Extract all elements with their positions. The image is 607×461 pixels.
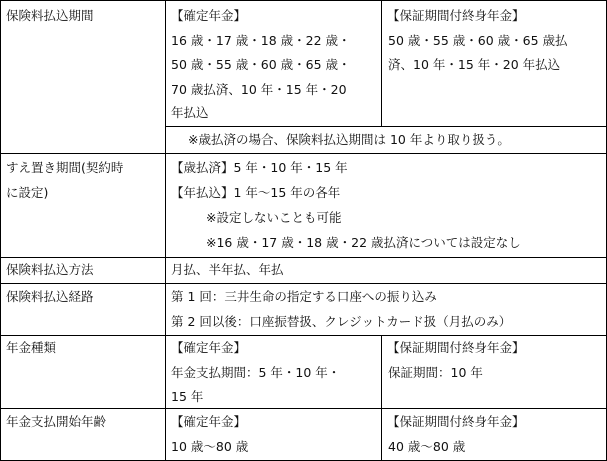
row-label-payment-route: 保険料払込経路 [6, 289, 94, 304]
payment-route-line: 第 1 回：三井生命の指定する口座への振り込み [171, 289, 437, 304]
payment-method-value: 月払、半年払、年払 [171, 262, 284, 277]
row-border [0, 153, 607, 154]
fixed-annuity-line: 年金支払期間：5 年・10 年・ [171, 365, 341, 380]
fixed-annuity-line: 年払込 [171, 105, 209, 120]
payment-route-line: 第 2 回以後：口座振替扱、クレジットカード扱（月払のみ） [171, 314, 512, 329]
row-border [0, 408, 607, 409]
row-border [165, 126, 607, 127]
row-label-annuity-type: 年金種類 [6, 340, 57, 355]
fixed-annuity-line: 16 歳・17 歳・18 歳・22 歳・ [171, 33, 351, 48]
deferral-line: 【歳払済】5 年・10 年・15 年 [171, 160, 348, 175]
fixed-annuity-age-range: 10 歳～80 歳 [171, 439, 249, 454]
guaranteed-annuity-line: 50 歳・55 歳・60 歳・65 歳払 [388, 33, 568, 48]
fixed-annuity-heading: 【確定年金】 [171, 340, 247, 355]
row-border [0, 283, 607, 284]
row-label-premium-period: 保険料払込期間 [6, 8, 94, 23]
fixed-annuity-heading: 【確定年金】 [171, 8, 247, 23]
row-border [0, 257, 607, 258]
column-border [165, 0, 166, 461]
fixed-annuity-line: 50 歳・55 歳・60 歳・65 歳・ [171, 57, 351, 72]
row-label-deferral: すえ置き期間(契約時 [6, 160, 124, 175]
deferral-line: 【年払込】1 年～15 年の各年 [171, 185, 341, 200]
row-label-payment-method: 保険料払込方法 [6, 262, 94, 277]
premium-period-note: ※歳払済の場合、保険料払込期間は 10 年より取り扱う。 [188, 132, 510, 147]
column-border [381, 0, 382, 127]
fixed-annuity-line: 70 歳払済、10 年・15 年・20 [171, 82, 347, 97]
deferral-note: ※設定しないことも可能 [206, 210, 342, 225]
row-border [0, 0, 607, 1]
guaranteed-annuity-line: 済、10 年・15 年・20 年払込 [388, 57, 561, 72]
row-border [0, 335, 607, 336]
column-border [381, 335, 382, 461]
guaranteed-annuity-heading: 【保証期間付終身年金】 [387, 414, 525, 429]
guaranteed-annuity-line: 保証期間：10 年 [388, 365, 483, 380]
guaranteed-annuity-heading: 【保証期間付終身年金】 [387, 340, 525, 355]
deferral-note: ※16 歳・17 歳・18 歳・22 歳払済については設定なし [206, 235, 521, 250]
guaranteed-annuity-heading: 【保証期間付終身年金】 [387, 8, 525, 23]
column-border [0, 0, 1, 461]
guaranteed-annuity-age-range: 40 歳～80 歳 [388, 439, 466, 454]
row-label-deferral: に設定) [6, 185, 49, 200]
row-label-start-age: 年金支払開始年齢 [6, 414, 107, 429]
fixed-annuity-heading: 【確定年金】 [171, 414, 247, 429]
fixed-annuity-line: 15 年 [171, 389, 204, 404]
